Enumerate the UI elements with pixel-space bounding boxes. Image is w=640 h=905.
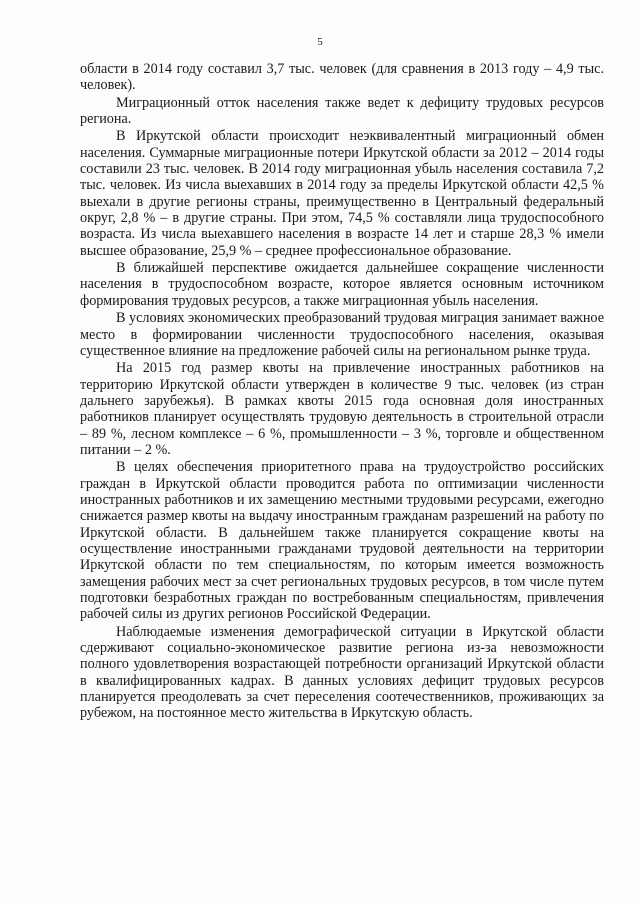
page-number: 5 xyxy=(317,36,323,48)
paragraph-population-decline: В ближайшей перспективе ожидается дальнейшее сокращение численности населения в трудоспособном возрасте, которое является основным источником формирования трудовых ресурсов, а также миграционная убыль населения. xyxy=(80,260,604,309)
paragraph-migration-outflow: Миграционный отток населения также ведет к дефициту трудовых ресурсов региона. xyxy=(80,94,604,128)
paragraph-labor-migration: В условиях экономических преобразований трудовая миграция занимает важное место в формировании численности трудоспособного населения, оказывая существенное влияние на предложение рабочей силы на региональном рынке труда. xyxy=(80,310,604,359)
paragraph-continuation: области в 2014 году составил 3,7 тыс. человек (для сравнения в 2013 году – 4,9 тыс. человек). xyxy=(80,61,604,94)
document-body xyxy=(80,61,604,722)
paragraph-demographic-situation: Наблюдаемые изменения демографической ситуации в Иркутской области сдерживают социально-экономическое развитие региона из-за невозможности полного удовлетворения возрастающей потребности организаций Иркутской области в квалифицированных кадрах. В данных условиях дефицит трудовых ресурсов планируется преодолевать за счет переселения соотечественников, проживающих за рубежом, на постоянное место жительства в Иркутскую область. xyxy=(80,623,604,722)
paragraph-foreign-worker-quota: На 2015 год размер квоты на привлечение иностранных работников на территорию Иркутской области утвержден в количестве 9 тыс. человек (из стран дальнего зарубежья). В рамках квоты 2015 года основная доля иностранных работников планирует осуществлять трудовую деятельность в строительной отрасли – 89 %, лесном комплексе – 6 %, промышленности – 3 %, торговле и общественном питании – 2 %. xyxy=(80,360,604,458)
paragraph-quota-optimization: В целях обеспечения приоритетного права на трудоустройство российских граждан в Иркутской области проводится работа по оптимизации численности иностранных работников и их замещению местными трудовыми ресурсами, ежегодно снижается размер квоты на выдачу иностранным гражданам разрешений на работу по Иркутской области. В дальнейшем также планируется сокращение квоты на осуществление иностранными гражданами трудовой деятельности на территории Иркутской области по тем специальностям, по которым имеется возможность замещения рабочих мест за счет региональных трудовых ресурсов, в том числе путем подготовки безработных граждан по востребованным специальностям, привлечения рабочей силы из других регионов Российской Федерации. xyxy=(80,459,604,623)
paragraph-migration-exchange: В Иркутской области происходит неэквивалентный миграционный обмен населения. Суммарные миграционные потери Иркутской области за 2012 – 2014 годы составили 23 тыс. человек. В 2014 году миграционная убыль населения составила 7,2 тыс. человек. Из числа выехавших в 2014 году за пределы Иркутской области 42,5 % выехали в другие регионы страны, преимущественно в Центральный федеральный округ, 2,8 % – в другие страны. При этом, 74,5 % составляли лица трудоспособного возраста. Из числа выехавшего населения в возрасте 14 лет и старше 28,3 % имели высшее образование, 25,9 % – среднее профессиональное образование. xyxy=(80,128,604,259)
